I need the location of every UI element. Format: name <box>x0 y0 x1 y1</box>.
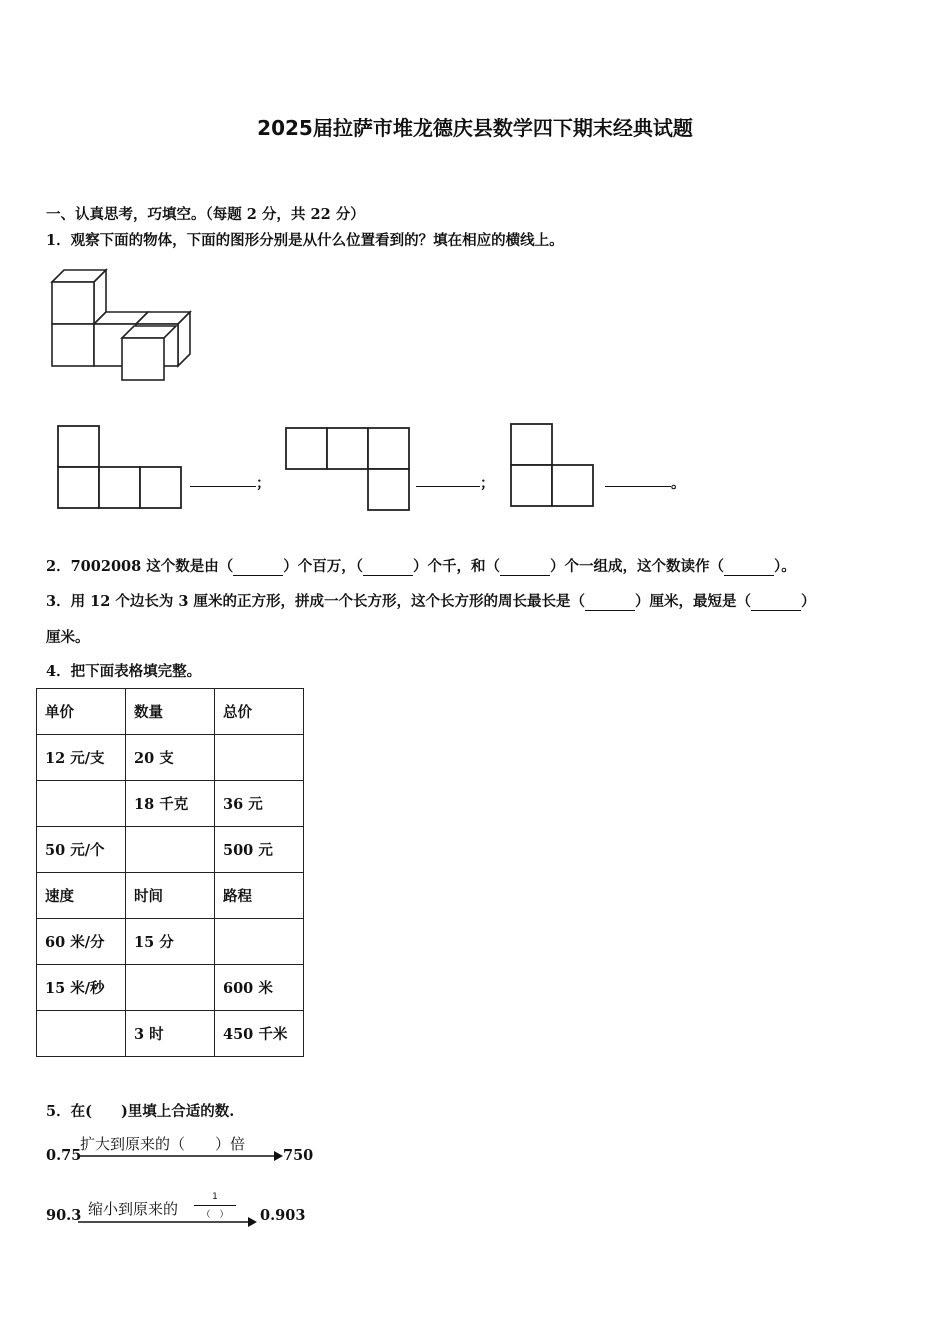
table-cell-blank[interactable] <box>37 781 126 827</box>
table-cell: 12 元/支 <box>37 735 126 781</box>
view-figure-3 <box>509 422 597 510</box>
table-cell-blank[interactable] <box>215 735 304 781</box>
question-3-line <box>46 590 816 611</box>
view-figure-1 <box>56 424 184 512</box>
table-cell: 路程 <box>215 873 304 919</box>
table-cell: 单价 <box>37 689 126 735</box>
row1-to-value: 750 <box>283 1147 314 1164</box>
cube-stack-figure <box>48 266 194 384</box>
q2-part-d: ）个一组成，这个数读作（ <box>550 558 725 575</box>
table-row <box>37 873 304 919</box>
question-1-text: 1．观察下面的物体，下面的图形分别是从什么位置看到的？填在相应的横线上。 <box>46 232 564 249</box>
page-title: 2025届拉萨市堆龙德庆县数学四下期末经典试题 <box>257 116 693 140</box>
table-cell: 总价 <box>215 689 304 735</box>
table-row <box>37 1011 304 1057</box>
row2-fraction-denominator[interactable]: （ ） <box>201 1210 229 1220</box>
table-cell-blank[interactable] <box>126 827 215 873</box>
separator-1: ； <box>256 475 271 492</box>
q2-blank-reading[interactable] <box>724 558 774 576</box>
q3-blank-shortest[interactable] <box>751 593 801 611</box>
table-row <box>37 919 304 965</box>
section-1-heading: 一、认真思考，巧填空。（每题 2 分，共 22 分） <box>46 206 365 223</box>
question-4-text: 4．把下面表格填完整。 <box>46 663 202 680</box>
q2-part-b: ）个百万，（ <box>283 558 364 575</box>
table-cell: 数量 <box>126 689 215 735</box>
table-cell: 50 元/个 <box>37 827 126 873</box>
table-cell: 600 米 <box>215 965 304 1011</box>
table-cell: 时间 <box>126 873 215 919</box>
price-speed-table <box>36 688 304 1057</box>
q2-blank-thousands[interactable] <box>363 558 413 576</box>
row2-fraction-numerator: 1 <box>212 1192 218 1202</box>
row2-fraction-bar <box>194 1205 236 1206</box>
table-cell: 500 元 <box>215 827 304 873</box>
answer-blank-view-1[interactable] <box>190 484 256 487</box>
table-cell-blank[interactable] <box>37 1011 126 1057</box>
row2-from-value: 90.3 <box>46 1207 82 1224</box>
table-cell: 速度 <box>37 873 126 919</box>
table-cell: 60 米/分 <box>37 919 126 965</box>
table-row <box>37 689 304 735</box>
row1-from-value: 0.75 <box>46 1147 82 1164</box>
table-row <box>37 735 304 781</box>
q3-part-a: 3．用 12 个边长为 3 厘米的正方形，拼成一个长方形，这个长方形的周长最长是（ <box>46 593 586 610</box>
row1-arrow-icon <box>78 1150 284 1162</box>
row2-arrow-icon <box>78 1216 258 1228</box>
q2-part-c: ）个千，和（ <box>413 558 501 575</box>
q2-blank-millions[interactable] <box>233 558 283 576</box>
q2-blank-ones[interactable] <box>500 558 550 576</box>
table-cell: 36 元 <box>215 781 304 827</box>
table-cell: 3 时 <box>126 1011 215 1057</box>
table-row <box>37 781 304 827</box>
table-cell: 450 千米 <box>215 1011 304 1057</box>
table-cell-blank[interactable] <box>126 965 215 1011</box>
separator-2: ； <box>480 475 495 492</box>
question-2-line <box>46 555 796 576</box>
table-row <box>37 965 304 1011</box>
row2-operation-label: 缩小到原来的 <box>88 1200 179 1218</box>
answer-blank-view-3[interactable] <box>605 484 671 487</box>
row2-to-value: 0.903 <box>260 1207 306 1224</box>
end-mark: 。 <box>671 475 686 492</box>
q2-part-e: ）。 <box>774 558 796 575</box>
q2-part-a: 2．7002008 这个数是由（ <box>46 558 234 575</box>
q3-blank-longest[interactable] <box>585 593 635 611</box>
table-cell: 15 米/秒 <box>37 965 126 1011</box>
table-cell: 18 千克 <box>126 781 215 827</box>
question-3-line-2: 厘米。 <box>46 629 90 646</box>
question-5-text: 5．在( )里填上合适的数. <box>46 1103 235 1120</box>
table-row <box>37 827 304 873</box>
table-cell: 20 支 <box>126 735 215 781</box>
q3-part-b: ）厘米，最短是（ <box>635 593 752 610</box>
q3-part-c: ） <box>801 593 816 610</box>
table-cell-blank[interactable] <box>215 919 304 965</box>
row1-operation-label: 扩大到原来的（ ）倍 <box>80 1135 246 1153</box>
table-cell: 15 分 <box>126 919 215 965</box>
view-figure-2 <box>284 426 412 514</box>
answer-blank-view-2[interactable] <box>416 484 480 487</box>
